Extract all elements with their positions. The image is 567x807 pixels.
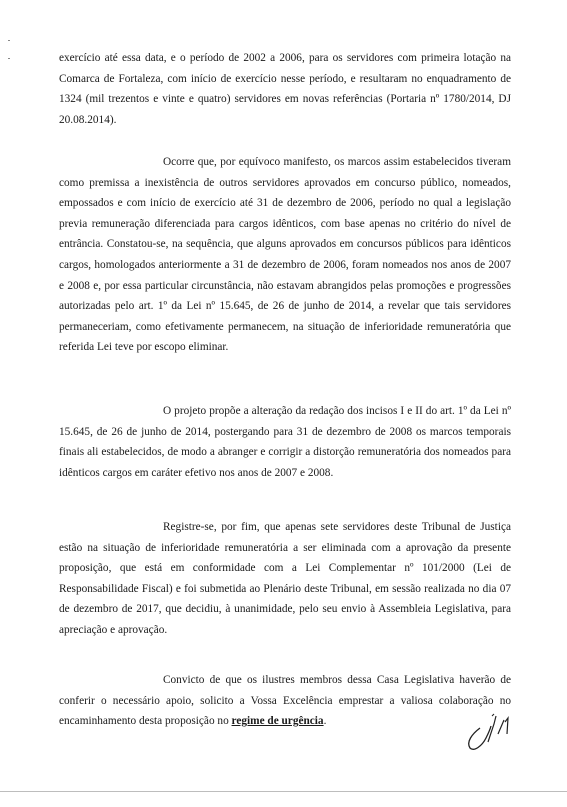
paragraph-2: Ocorre que, por equívoco manifesto, os marcos assim estabelecidos tiveram como premissa a inexistência de outros servidores aprovados em concurso público, nomeados, empossados e com início de exercício até 31 de dezembro de 2006, período no qual a legislação previa remuneração diferenciada para cargos idênticos, com base apenas no critério do nível de entrância. Constatou-se, na sequência, que alguns aprovados em concursos públicos para idênticos cargos, homologados anteriormente a 31 de dezembro de 2006, foram nomeados nos anos de 2007 e 2008 e, por essa particular circunstância, não estavam abrangidos pelas promoções e progressões autorizadas pelo art. 1º da Lei nº 15.645, de 26 de junho de 2014, a revelar que tais servidores permaneceriam, como efetivamente permanecem, na situação de inferioridade remuneratória que referida Lei teve por escopo eliminar. bbox=[59, 156, 511, 354]
paragraph-5-text: Convicto de que os ilustres membros dessa Casa Legislativa haverão de conferir o necessário apoio, solicito a Vossa Excelência emprestar a valiosa colaboração no encaminhamento desta proposição no bbox=[59, 674, 511, 728]
paragraph-5 bbox=[59, 670, 511, 732]
paragraph-4: Registre-se, por fim, que apenas sete servidores deste Tribunal de Justiça estão na situação de inferioridade remuneratória a ser eliminada com a aprovação da presente proposição, que está em conformidade com a Lei Complementar nº 101/2000 (Lei de Responsabilidade Fiscal) e foi submetida ao Plenário deste Tribunal, em sessão realizada no dia 07 de dezembro de 2017, que decidiu, à unanimidade, pelo seu envio à Assembleia Legislativa, para apreciação e aprovação. bbox=[59, 521, 511, 636]
margin-mark bbox=[8, 40, 10, 41]
signature-initials bbox=[458, 712, 518, 754]
bottom-rule bbox=[0, 791, 567, 792]
urgency-emphasis: regime de urgência bbox=[231, 715, 324, 728]
margin-mark bbox=[8, 58, 10, 59]
paragraph-5-end: . bbox=[323, 715, 327, 728]
paragraph-3: O projeto propõe a alteração da redação dos incisos I e II do art. 1º da Lei nº 15.645, de 26 de junho de 2014, postergando para 31 de dezembro de 2008 os marcos temporais finais ali estabelecidos, de modo a abranger e corrigir a distorção remuneratória dos nomeados para idênticos cargos em caráter efetivo nos anos de 2007 e 2008. bbox=[59, 405, 511, 479]
paragraph-1: exercício até essa data, e o período de 2002 a 2006, para os servidores com primeira lotação na Comarca de Fortaleza, com início de exercício nesse período, e resultaram no enquadramento de 1324 (mil trezentos e vinte e quatro) servidores em novas referências (Portaria nº 1780/2014, DJ 20.08.2014). bbox=[59, 52, 511, 126]
